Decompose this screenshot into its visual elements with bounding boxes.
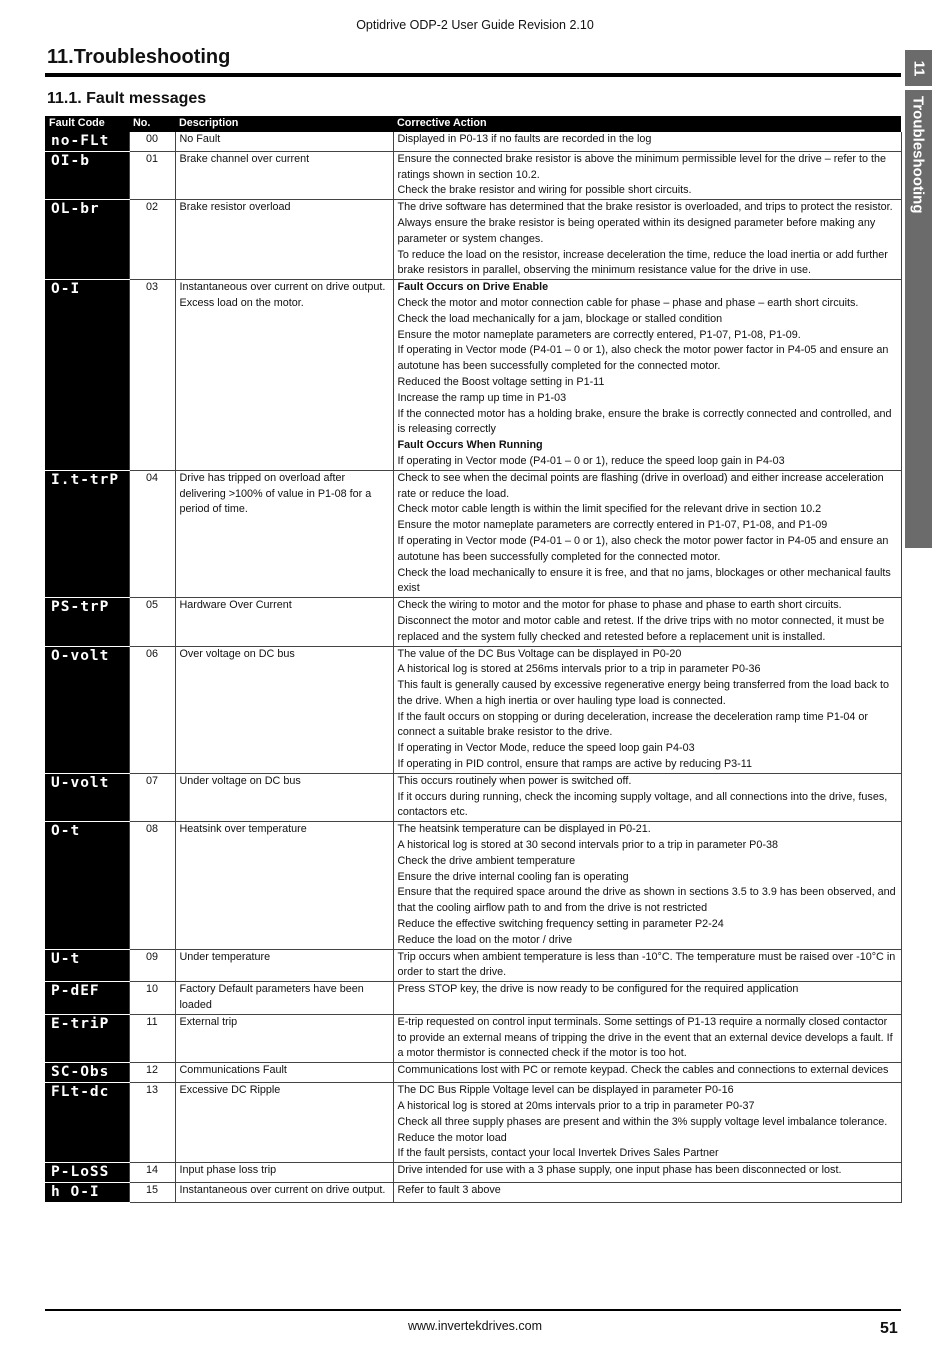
- table-row: [45, 949, 901, 982]
- fault-code-cell: SC-Obs: [45, 1063, 129, 1083]
- description-line: Under temperature: [179, 950, 271, 963]
- fault-code-cell: P-LoSS: [45, 1163, 129, 1183]
- page-number: 51: [880, 1320, 898, 1337]
- document-header: Optidrive ODP-2 User Guide Revision 2.10: [356, 18, 594, 32]
- corrective-action-cell: [393, 151, 901, 199]
- corrective-action-cell: [393, 1183, 901, 1203]
- action-subheading: Fault Occurs When Running: [397, 439, 543, 452]
- fault-number-cell: 11: [129, 1014, 175, 1062]
- corrective-action-cell: [393, 949, 901, 982]
- table-row: [45, 1083, 901, 1163]
- action-line: Refer to fault 3 above: [397, 1184, 501, 1197]
- action-line: The heatsink temperature can be displayed in P0-21.: [397, 823, 651, 836]
- column-header-fault-code: Fault Code: [45, 116, 129, 132]
- fault-code-cell: O-volt: [45, 646, 129, 773]
- action-line: Check the load mechanically for a jam, blockage or stalled condition: [397, 312, 723, 325]
- corrective-action-cell: [393, 982, 901, 1015]
- action-line: Trip occurs when ambient temperature is less than -10°C. The temperature must be raised over -10°C in order to start the drive.: [397, 950, 896, 979]
- fault-number-cell: 09: [129, 949, 175, 982]
- action-line: If operating in Vector mode (P4-01 – 0 or 1), reduce the speed loop gain in P4-03: [397, 454, 785, 467]
- description-line: Hardware Over Current: [179, 599, 292, 612]
- table-row: [45, 1163, 901, 1183]
- action-line: If operating in Vector Mode, reduce the speed loop gain P4-03: [397, 742, 695, 755]
- fault-code-cell: OL-br: [45, 200, 129, 280]
- fault-description-cell: [175, 200, 393, 280]
- fault-description-cell: [175, 773, 393, 821]
- table-row: [45, 1183, 901, 1203]
- action-subheading: Fault Occurs on Drive Enable: [397, 281, 549, 294]
- action-line: If the fault persists, contact your local Invertek Drives Sales Partner: [397, 1147, 719, 1160]
- fault-description-cell: [175, 151, 393, 199]
- fault-code-cell: OI-b: [45, 151, 129, 199]
- table-row: [45, 646, 901, 773]
- description-line: Brake resistor overload: [179, 201, 291, 214]
- footer-rule: [45, 1309, 901, 1311]
- fault-description-cell: [175, 280, 393, 471]
- action-line: Ensure the connected brake resistor is above the minimum permissible level for the drive – refer to the ratings shown in section 10.2.: [397, 152, 886, 181]
- action-line: A historical log is stored at 20ms intervals prior to a trip in parameter P0-37: [397, 1100, 755, 1113]
- description-line: External trip: [179, 1015, 238, 1028]
- action-line: If operating in Vector mode (P4-01 – 0 or 1), also check the motor power factor in P4-05 and ensure an autotune has been successfully completed for the connected motor.: [397, 344, 889, 373]
- table-row: [45, 151, 901, 199]
- action-line: Check the drive ambient temperature: [397, 854, 576, 867]
- column-header-description: Description: [175, 116, 393, 132]
- action-line: This fault is generally caused by excessive regenerative energy being transferred from the load back to the drive. When a high inertia or over hauling type load is connected.: [397, 679, 890, 707]
- fault-description-cell: [175, 1083, 393, 1163]
- fault-description-cell: [175, 470, 393, 597]
- chapter-rule: [45, 73, 901, 77]
- action-line: The value of the DC Bus Voltage can be displayed in P0-20: [397, 647, 682, 660]
- description-line: Input phase loss trip: [179, 1164, 277, 1177]
- fault-code-cell: FLt-dc: [45, 1083, 129, 1163]
- fault-description-cell: [175, 822, 393, 949]
- fault-number-cell: 02: [129, 200, 175, 280]
- action-line: Check to see when the decimal points are flashing (drive in overload) and either increase acceleration rate or reduce the load.: [397, 471, 884, 500]
- action-line: The drive software has determined that the brake resistor is overloaded, and trips to protect the resistor. Always ensure the brake resistor is being operated within its designed parameter before making any parameter or system changes.: [397, 201, 893, 245]
- description-line: Communications Fault: [179, 1064, 287, 1077]
- action-line: If operating in PID control, ensure that ramps are active by reducing P3-11: [397, 758, 752, 771]
- action-line: Reduce the load on the motor / drive: [397, 933, 573, 946]
- corrective-action-cell: [393, 1063, 901, 1083]
- fault-number-cell: 15: [129, 1183, 175, 1203]
- fault-code-cell: U-volt: [45, 773, 129, 821]
- corrective-action-cell: [393, 132, 901, 152]
- side-tab-number: 11: [905, 50, 932, 86]
- fault-description-cell: [175, 982, 393, 1015]
- action-line: A historical log is stored at 30 second intervals prior to a trip in parameter P0-38: [397, 839, 778, 852]
- action-line: Press STOP key, the drive is now ready to be configured for the required application: [397, 983, 799, 996]
- table-row: [45, 470, 901, 597]
- fault-code-cell: O-I: [45, 280, 129, 471]
- action-line: The DC Bus Ripple Voltage level can be displayed in parameter P0-16: [397, 1084, 734, 1097]
- table-row: [45, 982, 901, 1015]
- table-row: [45, 132, 901, 152]
- action-line: Check all three supply phases are present and within the 3% supply voltage level imbalance tolerance.: [397, 1115, 888, 1128]
- description-line: Over voltage on DC bus: [179, 647, 295, 660]
- corrective-action-cell: [393, 280, 901, 471]
- action-line: Drive intended for use with a 3 phase supply, one input phase has been disconnected or lost.: [397, 1164, 842, 1177]
- action-line: Communications lost with PC or remote keypad. Check the cables and connections to external devices: [397, 1064, 889, 1077]
- action-line: Ensure the motor nameplate parameters are correctly entered, P1-07, P1-08, P1-09.: [397, 328, 801, 341]
- fault-description-cell: [175, 949, 393, 982]
- action-line: To reduce the load on the resistor, increase deceleration the time, reduce the load inertia or add further brake resistors in parallel, observing the minimum resistance value for the drive in use.: [397, 248, 888, 277]
- fault-number-cell: 13: [129, 1083, 175, 1163]
- action-line: If it occurs during running, check the incoming supply voltage, and all connections into the drive, fuses, contactors etc.: [397, 790, 888, 819]
- corrective-action-cell: [393, 470, 901, 597]
- corrective-action-cell: [393, 773, 901, 821]
- description-line: Excessive DC Ripple: [179, 1084, 281, 1097]
- fault-table: [45, 116, 902, 1203]
- fault-number-cell: 10: [129, 982, 175, 1015]
- fault-number-cell: 01: [129, 151, 175, 199]
- table-row: [45, 200, 901, 280]
- chapter-title: 11.Troubleshooting: [47, 46, 231, 68]
- action-line: Ensure the motor nameplate parameters are correctly entered in P1-07, P1-08, and P1-09: [397, 519, 828, 532]
- action-line: Reduce the effective switching frequency setting in parameter P2-24: [397, 918, 724, 931]
- section-title: 11.1. Fault messages: [47, 90, 207, 107]
- corrective-action-cell: [393, 200, 901, 280]
- side-tab-title: Troubleshooting: [905, 90, 932, 548]
- action-line: Reduced the Boost voltage setting in P1-11: [397, 375, 605, 388]
- fault-number-cell: 00: [129, 132, 175, 152]
- fault-description-cell: [175, 598, 393, 646]
- table-row: [45, 598, 901, 646]
- action-line: Reduce the motor load: [397, 1131, 507, 1144]
- action-line: If the connected motor has a holding brake, ensure the brake is correctly connected and controlled, and is releasing correctly: [397, 407, 892, 436]
- description-line: Factory Default parameters have been loaded: [179, 983, 364, 1012]
- corrective-action-cell: [393, 822, 901, 949]
- table-row: [45, 1014, 901, 1062]
- fault-code-cell: U-t: [45, 949, 129, 982]
- fault-number-cell: 06: [129, 646, 175, 773]
- fault-code-cell: I.t-trP: [45, 470, 129, 597]
- fault-number-cell: 14: [129, 1163, 175, 1183]
- description-line: Brake channel over current: [179, 152, 310, 165]
- corrective-action-cell: [393, 1163, 901, 1183]
- action-line: A historical log is stored at 256ms intervals prior to a trip in parameter P0-36: [397, 663, 761, 676]
- fault-code-cell: E-triP: [45, 1014, 129, 1062]
- fault-code-cell: h O-I: [45, 1183, 129, 1203]
- action-line: Ensure that the required space around the drive as shown in sections 3.5 to 3.9 has been observed, and that the cooling airflow path to and from the drive is not restricted: [397, 886, 896, 915]
- fault-code-cell: no-FLt: [45, 132, 129, 152]
- corrective-action-cell: [393, 1083, 901, 1163]
- footer-url: www.invertekdrives.com: [407, 1319, 543, 1333]
- table-row: [45, 280, 901, 471]
- description-line: Drive has tripped on overload after delivering >100% of value in P1-08 for a period of time.: [179, 471, 372, 516]
- action-line: Increase the ramp up time in P1-03: [397, 391, 567, 404]
- action-line: Check the brake resistor and wiring for possible short circuits.: [397, 184, 692, 197]
- action-line: Ensure the drive internal cooling fan is operating: [397, 870, 629, 883]
- fault-number-cell: 07: [129, 773, 175, 821]
- action-line: This occurs routinely when power is switched off.: [397, 774, 632, 787]
- fault-number-cell: 04: [129, 470, 175, 597]
- action-line: If operating in Vector mode (P4-01 – 0 or 1), also check the motor power factor in P4-05 and ensure an autotune has been successfully completed for the connected motor.: [397, 534, 889, 563]
- fault-number-cell: 05: [129, 598, 175, 646]
- table-header-row: [45, 116, 901, 132]
- table-row: [45, 822, 901, 949]
- corrective-action-cell: [393, 1014, 901, 1062]
- description-line: Excess load on the motor.: [179, 296, 304, 309]
- action-line: Displayed in P0-13 if no faults are recorded in the log: [397, 132, 652, 145]
- description-line: Instantaneous over current on drive output.: [179, 1184, 386, 1197]
- description-line: Instantaneous over current on drive output.: [179, 281, 386, 294]
- action-line: Check motor cable length is within the limit specified for the relevant drive in section 10.2: [397, 503, 822, 516]
- fault-description-cell: [175, 132, 393, 152]
- fault-description-cell: [175, 1163, 393, 1183]
- action-line: Check the wiring to motor and the motor for phase to phase and phase to earth short circuits. Disconnect the motor and motor cable and retest. If the drive trips with no motor connected, it must be replaced and the system fully checked and retested before a replacement unit is installed.: [397, 599, 885, 643]
- fault-description-cell: [175, 646, 393, 773]
- corrective-action-cell: [393, 646, 901, 773]
- fault-number-cell: 03: [129, 280, 175, 471]
- description-line: Under voltage on DC bus: [179, 774, 301, 787]
- action-line: Check the motor and motor connection cable for phase – phase and phase – earth short circuits.: [397, 296, 859, 309]
- fault-number-cell: 08: [129, 822, 175, 949]
- column-header-corrective-action: Corrective Action: [393, 116, 901, 132]
- corrective-action-cell: [393, 598, 901, 646]
- fault-code-cell: P-dEF: [45, 982, 129, 1015]
- description-line: Heatsink over temperature: [179, 823, 307, 836]
- table-row: [45, 1063, 901, 1083]
- fault-code-cell: PS-trP: [45, 598, 129, 646]
- fault-description-cell: [175, 1063, 393, 1083]
- fault-number-cell: 12: [129, 1063, 175, 1083]
- action-line: Check the load mechanically to ensure it is free, and that no jams, blockages or other mechanical faults exist: [397, 566, 891, 595]
- fault-description-cell: [175, 1014, 393, 1062]
- fault-description-cell: [175, 1183, 393, 1203]
- fault-code-cell: O-t: [45, 822, 129, 949]
- action-line: E-trip requested on control input terminals. Some settings of P1-13 require a normally closed contactor to provide an external means of tripping the drive in the event that an external device develops a fault. If a motor thermistor is connected check if the motor is too hot.: [397, 1015, 893, 1060]
- action-line: If the fault occurs on stopping or during deceleration, increase the deceleration ramp time P1-04 or connect a suitable brake resistor to the drive.: [397, 710, 869, 739]
- column-header-no: No.: [129, 116, 175, 132]
- description-line: No Fault: [179, 132, 221, 145]
- table-row: [45, 773, 901, 821]
